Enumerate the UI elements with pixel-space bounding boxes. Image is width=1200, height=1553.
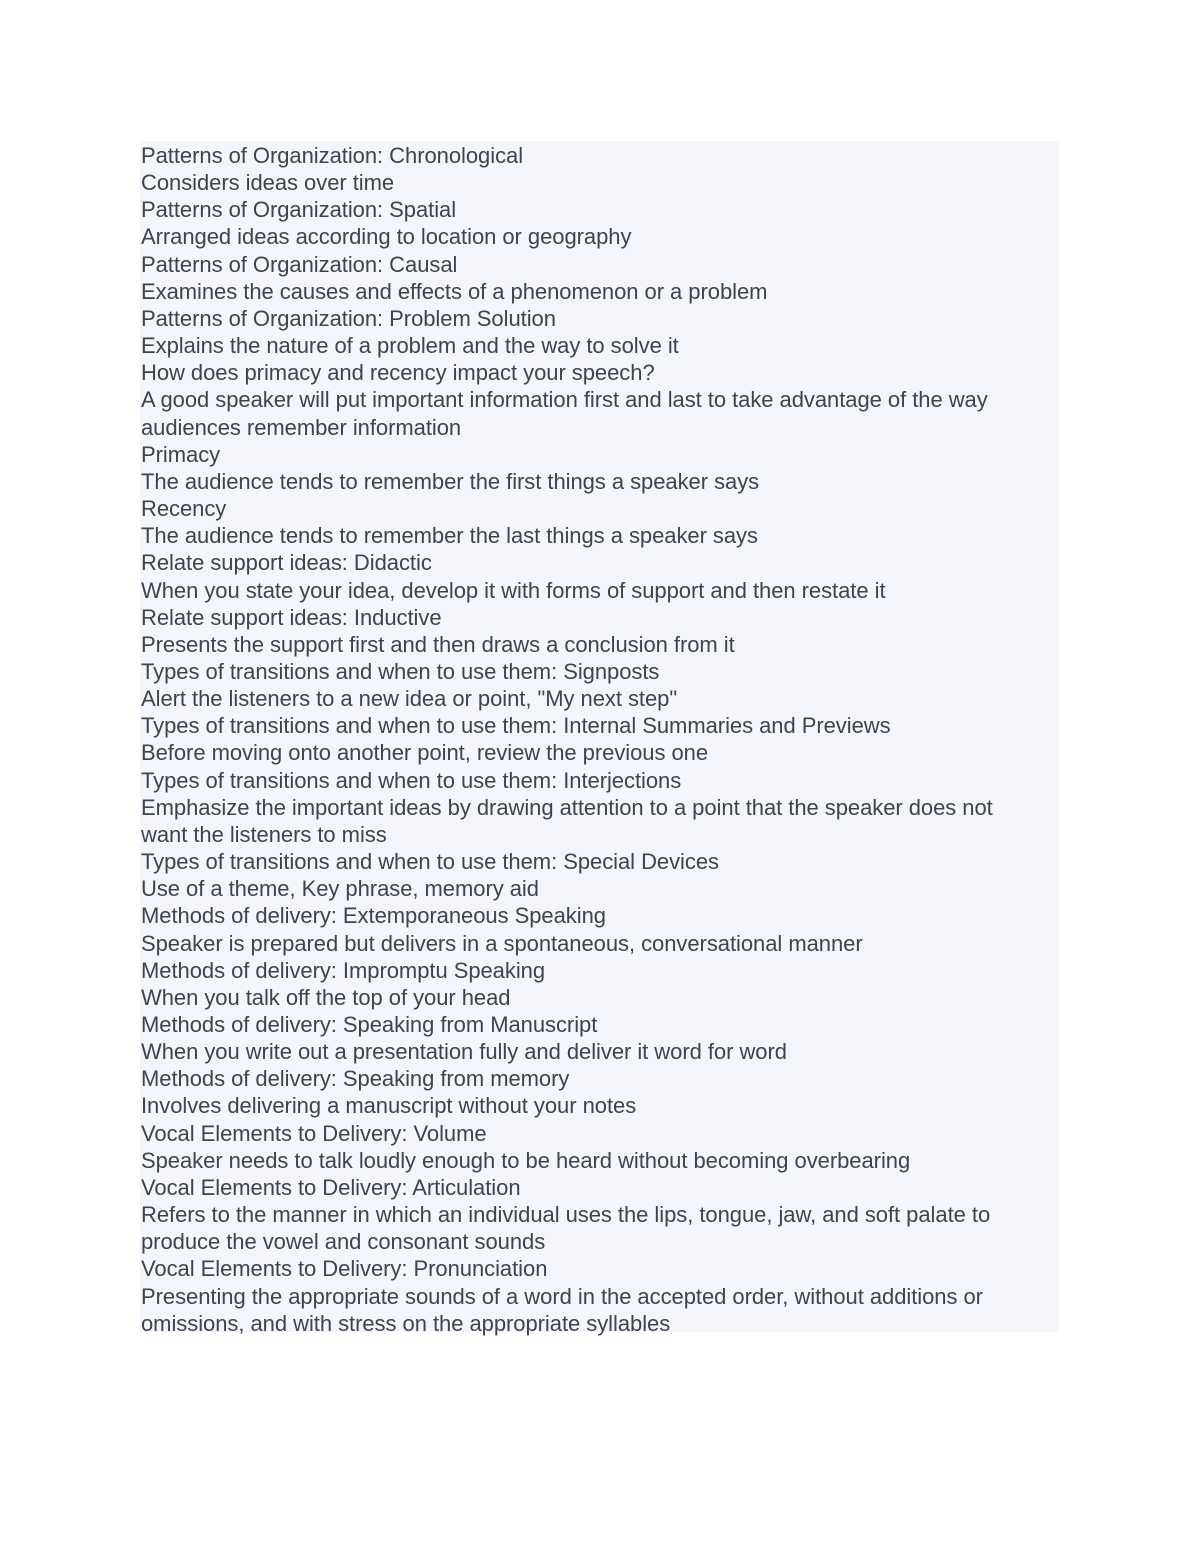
text-line: Alert the listeners to a new idea or point, "My next step" bbox=[141, 686, 678, 712]
text-line: When you state your idea, develop it with forms of support and then restate it bbox=[141, 577, 886, 603]
text-line: Use of a theme, Key phrase, memory aid bbox=[141, 876, 539, 902]
text-line: Relate support ideas: Didactic bbox=[141, 550, 432, 576]
text-line: Patterns of Organization: Chronological bbox=[141, 143, 524, 168]
text-line: Types of transitions and when to use them: Signposts bbox=[141, 658, 660, 684]
text-line: Types of transitions and when to use them: Interjections bbox=[141, 767, 682, 793]
text-line: Methods of delivery: Speaking from Manuscript bbox=[141, 1012, 598, 1037]
text-line: Explains the nature of a problem and the way to solve it bbox=[141, 333, 679, 359]
text-line: When you talk off the top of your head bbox=[141, 984, 511, 1010]
text-line: want the listeners to miss bbox=[141, 821, 387, 847]
text-line: Vocal Elements to Delivery: Articulation bbox=[141, 1174, 521, 1200]
flashcard-text-block bbox=[140, 141, 1059, 1336]
text-line: Methods of delivery: Speaking from memory bbox=[141, 1066, 570, 1092]
text-line: Vocal Elements to Delivery: Pronunciation bbox=[141, 1256, 548, 1282]
text-line: Patterns of Organization: Problem Solution bbox=[141, 305, 556, 331]
text-line: Examines the causes and effects of a phenomenon or a problem bbox=[141, 278, 768, 304]
text-line: Before moving onto another point, review the previous one bbox=[141, 740, 709, 766]
text-line: A good speaker will put important information first and last to take advantage of the way bbox=[141, 387, 988, 413]
text-line: Relate support ideas: Inductive bbox=[141, 604, 442, 630]
text-line: Presenting the appropriate sounds of a word in the accepted order, without additions or bbox=[141, 1283, 983, 1309]
text-line: When you write out a presentation fully and deliver it word for word bbox=[141, 1039, 787, 1065]
text-line: The audience tends to remember the first things a speaker says bbox=[141, 468, 760, 494]
text-line: Arranged ideas according to location or geography bbox=[141, 224, 632, 250]
text-line: How does primacy and recency impact your speech? bbox=[141, 360, 655, 386]
text-line: Methods of delivery: Extemporaneous Speaking bbox=[141, 903, 606, 929]
text-line: Methods of delivery: Impromptu Speaking bbox=[141, 957, 546, 983]
text-line: Types of transitions and when to use them: Special Devices bbox=[141, 849, 719, 875]
text-line: Patterns of Organization: Causal bbox=[141, 251, 458, 277]
text-line: Considers ideas over time bbox=[141, 170, 395, 196]
text-line: Refers to the manner in which an individual uses the lips, tongue, jaw, and soft palate to bbox=[141, 1202, 991, 1228]
text-line: Primacy bbox=[141, 441, 221, 467]
text-line: Involves delivering a manuscript without your notes bbox=[141, 1093, 637, 1119]
text-line: omissions, and with stress on the appropriate syllables bbox=[141, 1310, 671, 1336]
text-line: Recency bbox=[141, 496, 227, 522]
text-line: audiences remember information bbox=[141, 414, 462, 440]
text-line: Vocal Elements to Delivery: Volume bbox=[141, 1120, 487, 1146]
text-line: produce the vowel and consonant sounds bbox=[141, 1229, 546, 1255]
text-line: Presents the support first and then draws a conclusion from it bbox=[141, 631, 735, 657]
text-line: Types of transitions and when to use them: Internal Summaries and Previews bbox=[141, 713, 891, 739]
text-line: The audience tends to remember the last things a speaker says bbox=[141, 523, 758, 549]
text-line: Speaker needs to talk loudly enough to be heard without becoming overbearing bbox=[141, 1147, 911, 1173]
text-line: Emphasize the important ideas by drawing attention to a point that the speaker does not bbox=[141, 794, 993, 820]
text-line: Patterns of Organization: Spatial bbox=[141, 197, 457, 223]
text-line: Speaker is prepared but delivers in a spontaneous, conversational manner bbox=[141, 930, 863, 956]
